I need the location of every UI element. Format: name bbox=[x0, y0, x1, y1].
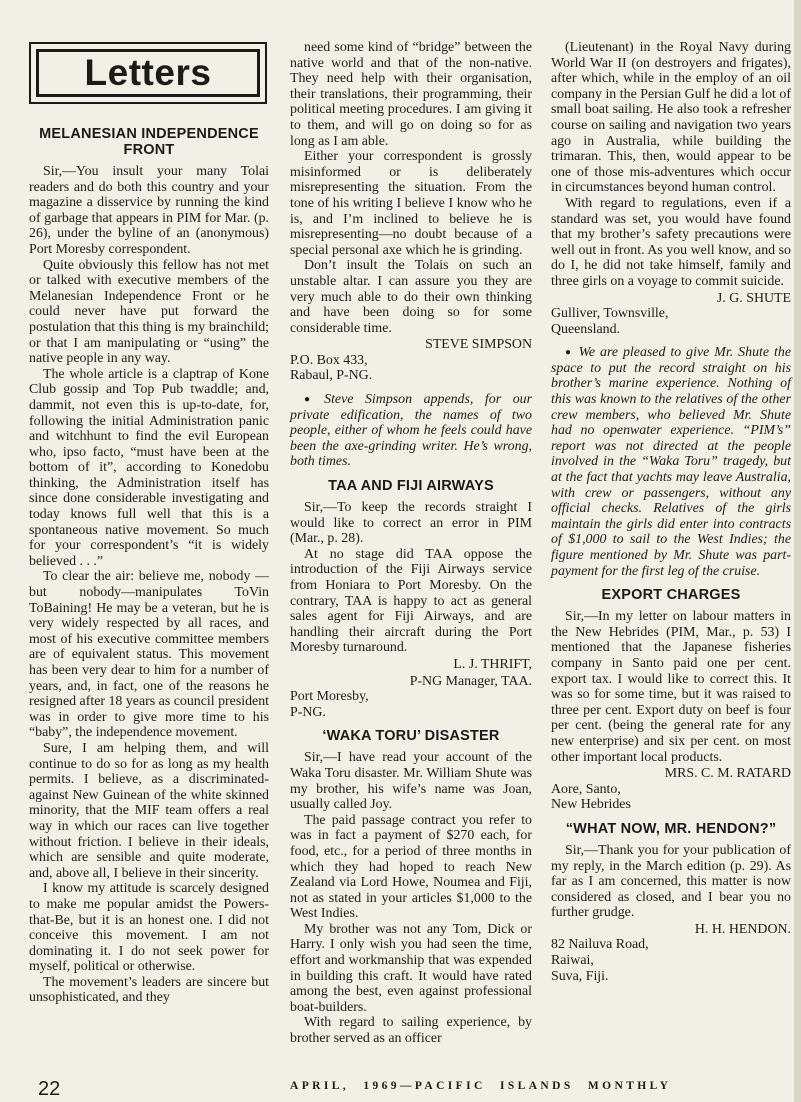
paragraph: At no stage did TAA oppose the introduction of the Fiji Airways service from Honiara to Port Moresby. On the contrary, TAA is happy to act as general sales agent for Fiji Airways, and are handling their aircraft during the Port Moresby turnaround. bbox=[290, 546, 532, 656]
paragraph: Sir,—To keep the records straight I would like to correct an error in PIM (Mar., p. 28). bbox=[290, 500, 532, 547]
signature-title: P-NG Manager, TAA. bbox=[409, 673, 532, 689]
paragraph: Sir,—You insult your many Tolai readers and do both this country and your magazine a disservice by running the kind of garbage that appears in PIM for Mar. (p. 26), under the byline of an (anonymous) Port Moresby correspondent. bbox=[29, 164, 269, 257]
paragraph: With regard to regulations, even if a standard was set, you would have found that my brother’s safety precautions were well out in front. As you well know, and so do I, he did not take himself, family and three girls on a voyage to commit suicide. bbox=[551, 195, 791, 289]
paragraph: To clear the air: believe me, nobody —but nobody—manipulates ToVin ToBaining! He may be a veteran, but he is very widely respected by all races, and most of his executive committee members are of equivalent status. This movement has been very dear to him for a number of years, and, in fact, one of the reasons he resigned after 18 years as council president was in order to give more time to his “baby”, the independence movement. bbox=[29, 569, 269, 741]
section-title: Letters bbox=[84, 52, 212, 93]
paragraph: Sir,—In my letter on labour matters in the New Hebrides (PIM, Mar., p. 53) I mentioned that the Japanese fisheries company in Santo paid one per cent. export tax. I would like to correct this. It was so for some time, but it was raised to three per cent. Export duty on beef is four per cent. (being the general rate for any new enterprise) and six per cent. on most other important local products. bbox=[551, 609, 791, 765]
paragraph: My brother was not any Tom, Dick or Harry. I only wish you had seen the time, effort and workmanship that was expended in building this craft. It would have rated among the best, even against professional boat-builders. bbox=[290, 921, 532, 1015]
address-line: Aore, Santo, bbox=[551, 781, 621, 797]
signature: MRS. C. M. RATARD bbox=[664, 766, 791, 782]
paragraph: Sir,—Thank you for your publication of my reply, in the March edition (p. 29). As far as I am concerned, this matter is now considered as closed, and I bear you no further grudge. bbox=[551, 842, 791, 921]
signature: H. H. HENDON. bbox=[694, 921, 791, 937]
column-3 bbox=[551, 40, 791, 984]
signature: STEVE SIMPSON bbox=[425, 337, 532, 353]
paragraph: Either your correspondent is grossly misinformed or is deliberately misrepresenting the situation. From the tone of his writing I believe I know who he is, and I’m inclined to believe he is misrepresenting—no doubt because of a special personal axe which he is grinding. bbox=[290, 149, 532, 258]
column-1 bbox=[29, 118, 269, 1006]
address-line: P.O. Box 433, bbox=[290, 352, 368, 368]
address-line: New Hebrides bbox=[551, 797, 631, 813]
address-line: Gulliver, Townsville, bbox=[551, 306, 669, 322]
paragraph: With regard to sailing experience, by brother served as an officer bbox=[290, 1015, 532, 1047]
paragraph: Quite obviously this fellow has not met or talked with executive members of the Melanesian Independence Front or he could never have put forward the postulation that this thing is my brainchild; or that I am manipulating or “using” the native people in any way. bbox=[29, 257, 269, 367]
column-2 bbox=[290, 40, 532, 1047]
address-line: Queensland. bbox=[551, 321, 621, 337]
page-number: 22 bbox=[38, 1078, 61, 1100]
paragraph: (Lieutenant) in the Royal Navy during World War II (on destroyers and frigates), after which, while in the employ of an oil company in the Persian Gulf he did a lot of small boat sailing. He also took a refresher course on sailing and navigation two years ago in Australia, while building the trimaran. This, then, would appear to be one of those mis-adventures which occur in circumstances beyond human control. bbox=[551, 40, 791, 196]
address-line: Rabaul, P-NG. bbox=[290, 368, 373, 384]
page-edge bbox=[794, 0, 801, 1102]
signature: L. J. THRIFT, bbox=[453, 656, 532, 672]
address-line: P-NG. bbox=[290, 704, 326, 720]
paragraph: Don’t insult the Tolais on such an unstable altar. I can assure you they are very much able to do their own thinking and have been doing so for some considerable time. bbox=[290, 258, 532, 336]
heading-waka-toru-disaster: ‘WAKA TORU’ DISASTER bbox=[322, 728, 500, 745]
editor-note: ● Steve Simpson appends, for our private edification, the names of two people, either of whom he feels could have been the axe-grinding writer. He’s wrong, both times. bbox=[290, 392, 532, 470]
address-line: Raiwai, bbox=[551, 953, 594, 969]
paragraph: The movement’s leaders are sincere but unsophisticated, and they bbox=[29, 974, 269, 1006]
heading-what-now-mr-hendon: “WHAT NOW, MR. HENDON?” bbox=[565, 820, 777, 837]
letters-logo-box bbox=[29, 42, 267, 104]
address-line: 82 Nailuva Road, bbox=[551, 937, 649, 953]
signature: J. G. SHUTE bbox=[716, 290, 791, 306]
heading-taa-fiji-airways: TAA AND FIJI AIRWAYS bbox=[328, 478, 494, 495]
paragraph: Sir,—I have read your account of the Waka Toru disaster. Mr. William Shute was my brother, his wife’s name was Joan, usually called Joy. bbox=[290, 750, 532, 813]
paragraph: The whole article is a claptrap of Kone Club gossip and Top Pub twaddle; and, dammit, not even this is up-to-date, for, following the initial Administration panic and witchhunt to find the evil European who, ipso facto, “must have been at the bottom of it”, according to Konedobu thinking, the Administration itself has since done considerable investigating and today knows full well that this is a spontaneous native movement. So much for your correspondent’s “it is widely believed . . .” bbox=[29, 366, 269, 569]
address-line: Suva, Fiji. bbox=[551, 968, 609, 984]
paragraph: The paid passage contract you refer to was in fact a payment of $270 each, for food, etc., for a period of three months in which they had hoped to reach New Zealand via Lord Howe, Noumea and Fiji, not as stated in your articles $1,000 to the West Indies. bbox=[290, 812, 532, 922]
paragraph: Sure, I am helping them, and will continue to do so for as long as my health permits. I believe, as a discriminated-against New Guinean of the white skinned minority, that the MIF team offers a real way in which our races can live together without friction. I believe in their ideals, which are sensible and quite moderate, and, above all, I believe in their sincerity. bbox=[29, 740, 269, 881]
paragraph: need some kind of “bridge” between the native world and that of the non-native. They need help with their organisation, their translations, their programming, their political meeting procedures. I am giving it to them, and will go on doing so for as long as I am able. bbox=[290, 40, 532, 149]
running-footer: APRIL, 1969—PACIFIC ISLANDS MONTHLY bbox=[290, 1080, 672, 1092]
heading-melanesian-independence-front: MELANESIAN INDEPENDENCE FRONT bbox=[39, 126, 259, 158]
heading-export-charges: EXPORT CHARGES bbox=[601, 587, 741, 604]
editor-note: ● We are pleased to give Mr. Shute the space to put the record straight on his brother’s marine experience. Nothing of this was known to the relatives of the other crew members, who believed Mr. Shute had no openwater experience. “PIM’s” report was not directed at the people involved in the “Waka Toru” tragedy, but at the fact that yachts may leave Australia, with crew or passengers, without any official checks. Relatives of the girls maintain the girls did enter into contracts of $1,000 to sail to the West Indies; the figure mentioned by Mr. Shute was part-payment for the first leg of the cruise. bbox=[551, 345, 791, 579]
address-line: Port Moresby, bbox=[290, 689, 369, 705]
letters-logo-inner bbox=[36, 49, 260, 97]
paragraph: I know my attitude is scarcely designed to make me popular amidst the Powers-that-Be, but it is an honest one. I did not conceive this movement. I am not dominating it. I do not seek power for myself, political or otherwise. bbox=[29, 881, 269, 975]
